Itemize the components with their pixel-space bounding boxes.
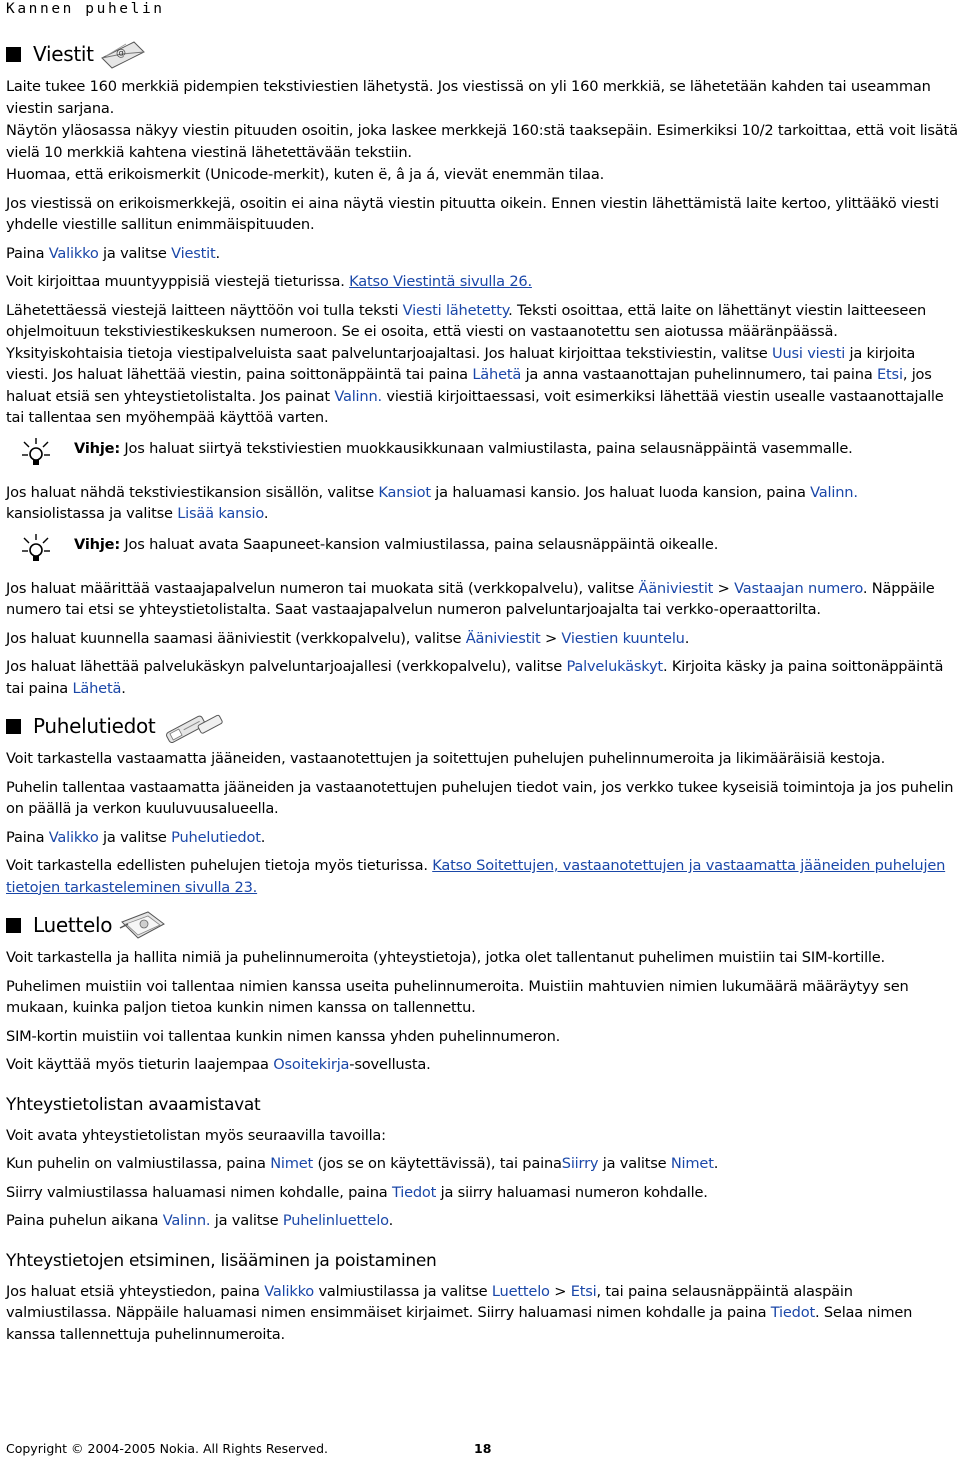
menu-term: Puhelinluettelo <box>282 1212 389 1229</box>
text: Siirry valmiustilassa haluamasi nimen kohdalle, paina <box>6 1183 392 1201</box>
paragraph: Puhelimen muistiin voi tallentaa nimien kanssa useita puhelinnumeroita. Muistiin mahtuvien nimien lukumäärä määräytyy sen mukaan, kuinka paljon tietoa kunkin nimen kanssa on tallennettu. <box>6 977 909 1016</box>
lightbulb-icon <box>6 438 74 468</box>
section-heading-luettelo <box>6 905 958 945</box>
menu-term: Viestien kuuntelu <box>561 629 685 647</box>
menu-term: Tiedot <box>770 1304 815 1321</box>
menu-term: Valinn. <box>334 387 382 405</box>
text: Jos haluat nähdä tekstiviestikansion sisällön, valitse <box>6 483 379 501</box>
menu-term: Luettelo <box>491 1282 550 1300</box>
running-head: Kannen puhelin <box>6 1 165 17</box>
paragraph <box>6 1153 958 1175</box>
paragraph <box>6 855 958 898</box>
paragraph <box>6 300 958 429</box>
menu-term: Vastaajan numero <box>734 579 863 597</box>
paragraph <box>6 1054 958 1076</box>
text: Voit käyttää myös tieturin laajempaa <box>6 1056 274 1073</box>
contacts-icon <box>118 908 168 942</box>
phone-log-icon <box>161 708 225 744</box>
menu-term: Valinn. <box>810 483 858 501</box>
paragraph: Voit tarkastella vastaamatta jääneiden, vastaanotettujen ja soitettujen puhelujen puhelinnumeroita ja likimääräisiä kestoja. <box>6 750 886 767</box>
menu-term: Etsi <box>877 366 903 383</box>
text: Voit tarkastella edellisten puhelujen tietoja myös tieturissa. <box>6 857 433 874</box>
lightbulb-icon <box>6 534 74 564</box>
menu-term-viestit: Viestit <box>171 244 216 262</box>
paragraph <box>6 827 958 849</box>
text: ja valitse <box>98 244 172 262</box>
text: . <box>121 679 126 697</box>
menu-term: Ääniviestit <box>638 579 714 597</box>
text: ja haluamasi kansio. Jos haluat luoda kansion, paina <box>430 483 811 501</box>
text: . Näppäile numero tai etsi se yhteystietolistalta. Saat vastaajapalvelun numeron palveluntarjoajalta tai verkko-operaattorilta. <box>6 579 935 618</box>
tip-label: Vihje: <box>74 535 120 553</box>
text: viestiä kirjoittaessasi, voit esimerkiksi lähettää viestin usealle vastaanottajalle tai tallentaa sen myöhempää käyttöä varten. <box>6 387 944 426</box>
text: . Kirjoita käsky ja paina soittonäppäintä tai paina <box>6 658 944 697</box>
menu-term: Ääniviestit <box>465 629 541 647</box>
menu-term: Nimet <box>270 1155 314 1172</box>
section-title: Luettelo <box>33 913 113 937</box>
menu-term: Siirry <box>561 1155 599 1172</box>
menu-term: Puhelutiedot <box>171 828 261 846</box>
paragraph <box>6 578 958 621</box>
paragraph: Voit tarkastella ja hallita nimiä ja puhelinnumeroita (yhteystietoja), jotka olet tallentanut puhelimen muistiin tai SIM-kortille. <box>6 949 885 966</box>
text: -sovellusta. <box>349 1056 431 1073</box>
menu-term-valikko: Valikko <box>48 244 99 262</box>
menu-term: Osoitekirja <box>273 1056 350 1073</box>
text: . <box>263 505 269 522</box>
subsection-heading: Yhteystietolistan avaamistavat <box>6 1094 261 1115</box>
text: . <box>388 1212 394 1229</box>
paragraph <box>6 1210 958 1232</box>
text: . Teksti osoittaa, että laite on lähettänyt viestin laitteeseen ohjelmoituun tekstiviestikeskuksen numeroon. Se ei osoita, että viesti on vastaanotettu sen aiotussa määränpäässä. Yksityiskohtaisia tietoja viestipalveluista saat palveluntarjoajaltasi. Jos haluat kirjoittaa tekstiviestin, valitse <box>6 301 927 362</box>
paragraph <box>6 482 958 525</box>
menu-separator: > <box>549 1282 571 1300</box>
text: Jos haluat avata Saapuneet-kansion valmiustilassa, paina selausnäppäintä oikealle. <box>119 535 719 553</box>
messages-icon <box>100 38 146 70</box>
text: Paina <box>6 828 49 846</box>
tip-text <box>74 438 853 460</box>
menu-term: Lähetä <box>472 366 522 383</box>
paragraph: Laite tukee 160 merkkiä pidempien tekstiviestien lähetystä. Jos viestissä on yli 160 merkkiä, se lähetetään kahden tai useamman viestin sarjana. <box>6 78 931 117</box>
paragraph: SIM-kortin muistiin voi tallentaa kunkin nimen kanssa yhden puhelinnumeron. <box>6 1027 561 1045</box>
menu-separator: > <box>713 579 735 597</box>
text: . <box>684 629 690 647</box>
paragraph <box>6 1182 958 1204</box>
tip-text <box>74 534 718 556</box>
text: Voit kirjoittaa muuntyyppisiä viestejä tieturissa. <box>6 273 350 290</box>
text: ja kirjoita viesti. Jos haluat lähettää viestin, paina soittonäppäintä tai paina <box>6 344 916 383</box>
tip-box <box>6 438 958 468</box>
paragraph: Jos viestissä on erikoismerkkejä, osoitin ei aina näytä viestin pituutta oikein. Ennen viestin lähettämistä laite kertoo, ylittääkö viesti yhdelle viestille sallitun enimmäispituuden. <box>6 194 939 233</box>
text: Jos haluat määrittää vastaajapalvelun numeron tai muokata sitä (verkkopalvelu), valitse <box>6 579 639 597</box>
menu-term: Kansiot <box>378 483 431 501</box>
text: , jos haluat etsiä sen yhteystietolistalta. Jos painat <box>6 366 932 405</box>
paragraph <box>6 1281 958 1346</box>
menu-term: Palvelukäskyt <box>566 658 663 675</box>
text: . <box>215 244 220 262</box>
menu-term: Valikko <box>264 1282 315 1300</box>
text: . <box>260 828 266 846</box>
text: ja anna vastaanottajan puhelinnumero, tai paina <box>521 366 878 383</box>
heading-bullet <box>6 47 21 62</box>
menu-term: Lisää kansio <box>177 505 264 522</box>
paragraph: Voit avata yhteystietolistan myös seuraavilla tavoilla: <box>6 1126 386 1144</box>
text: Jos haluat kuunnella saamasi ääniviestit (verkkopalvelu), valitse <box>6 629 466 647</box>
page-number: 18 <box>474 1441 492 1456</box>
text: Kun puhelin on valmiustilassa, paina <box>6 1155 271 1172</box>
menu-term: Tiedot <box>391 1183 437 1201</box>
menu-term: Etsi <box>570 1282 597 1300</box>
text: Paina puhelun aikana <box>6 1212 163 1229</box>
menu-term: Nimet <box>670 1155 714 1172</box>
tip-box <box>6 534 958 564</box>
section-heading-viestit <box>6 34 958 74</box>
text: valmiustilassa ja valitse <box>314 1282 492 1300</box>
text: ja valitse <box>98 828 172 846</box>
section-title: Viestit <box>33 42 94 66</box>
text: Paina <box>6 244 49 262</box>
page-content <box>6 34 958 1352</box>
menu-separator: > <box>540 629 562 647</box>
menu-term: Viesti lähetetty <box>402 301 509 319</box>
text: , tai paina selausnäppäintä alaspäin valmiustilassa. Näppäile haluamasi nimen ensimmäiset kirjaimet. Siirry haluamasi nimen kohdalle ja paina <box>6 1282 853 1321</box>
text: Lähetettäessä viestejä laitteen näyttöön voi tulla teksti <box>6 301 403 319</box>
svg-text:@: @ <box>115 48 126 59</box>
text: ja valitse <box>598 1155 671 1172</box>
menu-term: Valinn. <box>162 1212 211 1229</box>
paragraph <box>6 628 958 650</box>
menu-term: Lähetä <box>72 679 122 697</box>
section-title: Puhelutiedot <box>33 714 156 738</box>
heading-bullet <box>6 918 21 933</box>
text: ja valitse <box>210 1212 283 1229</box>
cross-reference-link[interactable]: Katso Viestintä sivulla 26. <box>349 273 532 290</box>
text: . Selaa nimen kanssa tallennettuja puhelinnumeroita. <box>6 1304 913 1343</box>
text: Jos haluat siirtyä tekstiviestien muokkausikkunaan valmiustilasta, paina selausnäppäintä vasemmalle. <box>119 439 853 457</box>
text: (jos se on käytettävissä), tai paina <box>313 1155 562 1172</box>
text: . <box>713 1155 719 1172</box>
text: ja siirry haluamasi numeron kohdalle. <box>436 1183 708 1201</box>
heading-bullet <box>6 719 21 734</box>
footer-copyright: Copyright © 2004-2005 Nokia. All Rights Reserved. <box>6 1441 328 1456</box>
menu-term: Valikko <box>48 828 99 846</box>
tip-label: Vihje: <box>74 439 120 457</box>
text: Jos haluat etsiä yhteystiedon, paina <box>6 1282 265 1300</box>
paragraph <box>6 656 958 699</box>
paragraph: Puhelin tallentaa vastaamatta jääneiden ja vastaanotettujen puhelujen tiedot vain, jos verkko tukee kyseisiä toimintoja ja jos puhelin on päällä ja verkon kuuluvuusalueella. <box>6 778 954 817</box>
text: Jos haluat lähettää palvelukäskyn palveluntarjoajallesi (verkkopalvelu), valitse <box>6 658 567 675</box>
paragraph <box>6 271 958 293</box>
paragraph: Näytön yläosassa näkyy viestin pituuden osoitin, joka laskee merkkejä 160:stä taaksepäin. Esimerkiksi 10/2 tarkoittaa, että voit lisätä vielä 10 merkkiä kahtena viestinä lähetettävään tekstiin. <box>6 122 958 161</box>
section-heading-puhelutiedot <box>6 706 958 746</box>
subsection-heading: Yhteystietojen etsiminen, lisääminen ja poistaminen <box>6 1250 437 1271</box>
paragraph <box>6 243 958 265</box>
text: kansiolistassa ja valitse <box>6 505 178 522</box>
paragraph: Huomaa, että erikoismerkit (Unicode-merkit), kuten ë, â ja á, vievät enemmän tilaa. <box>6 166 605 183</box>
cross-reference-link[interactable]: Katso Soitettujen, vastaanotettujen ja vastaamatta jääneiden puhelujen tietojen tarkasteleminen sivulla 23. <box>6 857 946 896</box>
menu-term: Uusi viesti <box>772 344 846 362</box>
